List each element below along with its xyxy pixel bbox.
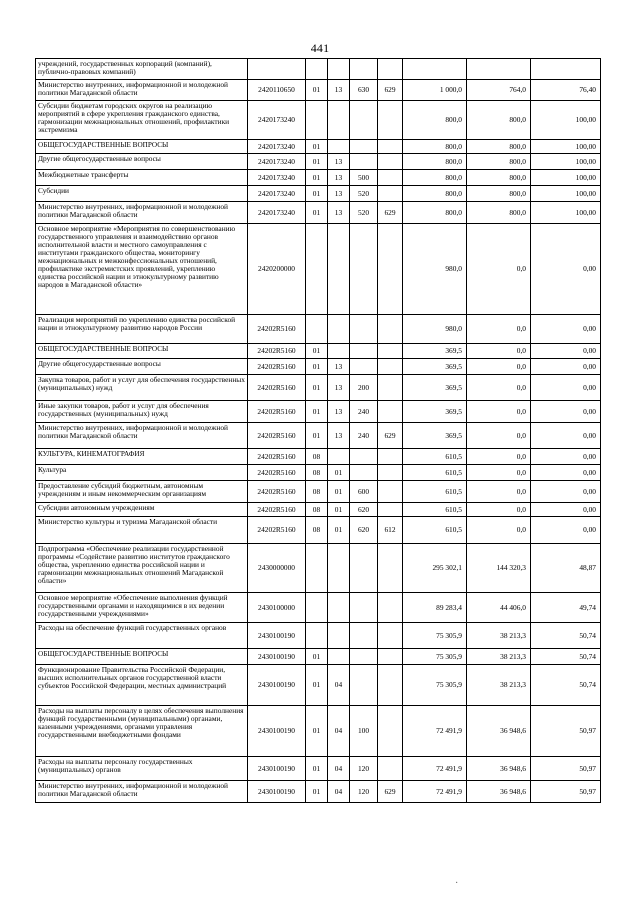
section-code-cell: 01 [306,665,328,706]
expense-name-cell: Министерство внутренних, информационной и молодежной политики Магаданской области [36,423,248,449]
section-code-cell [306,224,328,315]
section-code-cell [306,101,328,140]
subsection-code-cell: 13 [328,423,350,449]
admin-code-cell [378,503,403,517]
subsection-code-cell [328,593,350,623]
expense-name-cell: Функционирование Правительства Российской Федерации, высших исполнительных органов государственной власти субъектов Российской Федерации, местных администраций [36,665,248,706]
section-code-cell [306,544,328,593]
executed-amount-cell: 800,0 [467,202,531,224]
planned-amount-cell: 72 491,9 [403,706,467,757]
subsection-code-cell: 01 [328,517,350,544]
expense-name-cell: Расходы на выплаты персоналу в целях обеспечения выполнения функций государственными (муниципальными) органами, казенными учреждениями, органами управления государственными внебюджетными фондами [36,706,248,757]
expense-name-cell: Основное мероприятие «Мероприятия по совершенствованию государственного управления и взаимодействию органов исполнительной власти и местного самоуправления с институтами гражданского общества, мониторингу межнациональных и межконфессиональных отношений, профилактике экстремистских проявлений, укреплению единства российской нации и этнокультурному развитию народов в Магаданской области» [36,224,248,315]
expense-name-cell: Иные закупки товаров, работ и услуг для обеспечения государственных (муниципальных) нужд [36,401,248,423]
table-row [36,781,601,803]
table-row [36,154,601,170]
admin-code-cell: 629 [378,423,403,449]
table-row [36,481,601,503]
subsection-code-cell [328,449,350,465]
expense-type-code-cell: 240 [350,423,378,449]
executed-amount-cell: 0,0 [467,423,531,449]
target-article-code-cell: 24202R5160 [248,359,306,375]
subsection-code-cell [328,101,350,140]
target-article-code-cell: 24202R5160 [248,344,306,359]
planned-amount-cell: 800,0 [403,140,467,154]
expense-name-cell: Реализация мероприятий по укреплению единства российской нации и этнокультурному развитию народов России [36,315,248,344]
executed-amount-cell: 800,0 [467,154,531,170]
expense-name-cell: Другие общегосударственные вопросы [36,359,248,375]
execution-percent-cell [531,59,601,80]
execution-percent-cell: 76,40 [531,80,601,101]
expense-name-cell: Министерство внутренних, информационной и молодежной политики Магаданской области [36,80,248,101]
target-article-code-cell: 24202R5160 [248,481,306,503]
expense-name-cell: Культура [36,465,248,481]
target-article-code-cell: 2420173240 [248,186,306,202]
executed-amount-cell: 38 213,3 [467,649,531,665]
execution-percent-cell: 100,00 [531,170,601,186]
executed-amount-cell: 0,0 [467,344,531,359]
target-article-code-cell: 2430100000 [248,593,306,623]
subsection-code-cell: 04 [328,781,350,803]
table-row [36,186,601,202]
target-article-code-cell [248,59,306,80]
planned-amount-cell: 800,0 [403,170,467,186]
execution-percent-cell: 48,87 [531,544,601,593]
execution-percent-cell: 100,00 [531,186,601,202]
expense-name-cell: Закупка товаров, работ и услуг для обеспечения государственных (муниципальных) нужд [36,375,248,401]
section-code-cell [306,623,328,649]
admin-code-cell [378,154,403,170]
section-code-cell: 01 [306,401,328,423]
expense-type-code-cell [350,315,378,344]
executed-amount-cell: 44 406,0 [467,593,531,623]
executed-amount-cell: 38 213,3 [467,665,531,706]
expense-name-cell: Субсидии автономным учреждениям [36,503,248,517]
executed-amount-cell: 36 948,6 [467,757,531,781]
subsection-code-cell: 04 [328,706,350,757]
executed-amount-cell: 800,0 [467,186,531,202]
planned-amount-cell: 72 491,9 [403,781,467,803]
expense-type-code-cell [350,544,378,593]
execution-percent-cell: 0,00 [531,503,601,517]
admin-code-cell: 629 [378,202,403,224]
table-row [36,423,601,449]
table-row [36,649,601,665]
expense-name-cell: ОБЩЕГОСУДАРСТВЕННЫЕ ВОПРОСЫ [36,140,248,154]
expense-name-cell: Другие общегосударственные вопросы [36,154,248,170]
target-article-code-cell: 2420173240 [248,202,306,224]
expense-type-code-cell [350,649,378,665]
subsection-code-cell [328,544,350,593]
planned-amount-cell: 369,5 [403,359,467,375]
target-article-code-cell: 2420110650 [248,80,306,101]
expense-type-code-cell: 630 [350,80,378,101]
target-article-code-cell: 2430100190 [248,781,306,803]
executed-amount-cell: 0,0 [467,401,531,423]
planned-amount-cell: 75 305,9 [403,623,467,649]
subsection-code-cell: 04 [328,757,350,781]
subsection-code-cell [328,224,350,315]
footer-mark: · [455,878,459,889]
table-row [36,665,601,706]
target-article-code-cell: 24202R5160 [248,375,306,401]
section-code-cell: 01 [306,186,328,202]
table-row [36,375,601,401]
admin-code-cell [378,375,403,401]
execution-percent-cell: 100,00 [531,140,601,154]
execution-percent-cell: 0,00 [531,224,601,315]
executed-amount-cell: 0,0 [467,503,531,517]
table-row [36,449,601,465]
execution-percent-cell: 50,97 [531,757,601,781]
admin-code-cell [378,401,403,423]
subsection-code-cell: 13 [328,359,350,375]
target-article-code-cell: 2430100190 [248,757,306,781]
executed-amount-cell: 38 213,3 [467,623,531,649]
subsection-code-cell: 13 [328,80,350,101]
execution-percent-cell: 50,97 [531,706,601,757]
execution-percent-cell: 50,74 [531,665,601,706]
execution-percent-cell: 49,74 [531,593,601,623]
admin-code-cell [378,224,403,315]
admin-code-cell [378,593,403,623]
page-number: 441 [310,41,330,55]
planned-amount-cell: 75 305,9 [403,649,467,665]
table-row [36,623,601,649]
section-code-cell: 01 [306,140,328,154]
target-article-code-cell: 24202R5160 [248,517,306,544]
expense-name-cell: Основное мероприятие «Обеспечение выполнения функций государственными органами и находящимися в их ведении государственными учреждениями» [36,593,248,623]
admin-code-cell: 629 [378,80,403,101]
executed-amount-cell: 0,0 [467,465,531,481]
execution-percent-cell: 100,00 [531,154,601,170]
executed-amount-cell: 0,0 [467,481,531,503]
planned-amount-cell: 800,0 [403,101,467,140]
subsection-code-cell: 01 [328,481,350,503]
expense-name-cell: Министерство внутренних, информационной и молодежной политики Магаданской области [36,781,248,803]
expense-name-cell: ОБЩЕГОСУДАРСТВЕННЫЕ ВОПРОСЫ [36,649,248,665]
expense-type-code-cell [350,101,378,140]
planned-amount-cell: 800,0 [403,186,467,202]
expense-name-cell: Расходы на выплаты персоналу государственных (муниципальных) органов [36,757,248,781]
section-code-cell: 01 [306,423,328,449]
expense-type-code-cell [350,224,378,315]
table-row [36,344,601,359]
table-row [36,170,601,186]
admin-code-cell [378,101,403,140]
executed-amount-cell: 0,0 [467,375,531,401]
expense-type-code-cell [350,665,378,706]
table-row [36,202,601,224]
section-code-cell: 08 [306,517,328,544]
planned-amount-cell: 800,0 [403,202,467,224]
expense-type-code-cell: 500 [350,170,378,186]
executed-amount-cell: 36 948,6 [467,781,531,803]
execution-percent-cell: 50,74 [531,649,601,665]
expense-name-cell: Межбюджетные трансферты [36,170,248,186]
execution-percent-cell: 0,00 [531,465,601,481]
section-code-cell: 01 [306,170,328,186]
table-row [36,359,601,375]
section-code-cell: 01 [306,359,328,375]
execution-percent-cell: 0,00 [531,375,601,401]
target-article-code-cell: 2430100190 [248,623,306,649]
expense-type-code-cell: 600 [350,481,378,503]
expense-type-code-cell [350,465,378,481]
subsection-code-cell [328,649,350,665]
table-row [36,59,601,80]
expense-type-code-cell [350,359,378,375]
expense-type-code-cell: 520 [350,202,378,224]
target-article-code-cell: 24202R5160 [248,449,306,465]
section-code-cell [306,593,328,623]
target-article-code-cell: 2420200000 [248,224,306,315]
target-article-code-cell: 2420173240 [248,101,306,140]
expense-type-code-cell [350,154,378,170]
target-article-code-cell: 2430100190 [248,665,306,706]
planned-amount-cell: 980,0 [403,224,467,315]
target-article-code-cell: 24202R5160 [248,401,306,423]
section-code-cell: 01 [306,757,328,781]
expense-type-code-cell [350,344,378,359]
subsection-code-cell: 13 [328,375,350,401]
admin-code-cell [378,359,403,375]
subsection-code-cell: 13 [328,154,350,170]
subsection-code-cell [328,140,350,154]
execution-percent-cell: 0,00 [531,315,601,344]
table-row [36,101,601,140]
planned-amount-cell: 369,5 [403,344,467,359]
admin-code-cell [378,465,403,481]
admin-code-cell [378,623,403,649]
section-code-cell: 01 [306,202,328,224]
table-row [36,140,601,154]
execution-percent-cell: 0,00 [531,423,601,449]
planned-amount-cell: 369,5 [403,401,467,423]
table-row [36,517,601,544]
table-row [36,401,601,423]
planned-amount-cell: 369,5 [403,423,467,449]
section-code-cell: 08 [306,481,328,503]
execution-percent-cell: 100,00 [531,202,601,224]
admin-code-cell [378,315,403,344]
section-code-cell: 08 [306,503,328,517]
subsection-code-cell: 04 [328,665,350,706]
planned-amount-cell: 610,5 [403,481,467,503]
executed-amount-cell: 144 320,3 [467,544,531,593]
expense-name-cell: Подпрограмма «Обеспечение реализации государственной программы «Содействие развитию институтов гражданского общества, укреплению единства российской нации и гармонизации межнациональных отношений Магаданской области» [36,544,248,593]
target-article-code-cell: 2420173240 [248,140,306,154]
executed-amount-cell: 0,0 [467,359,531,375]
subsection-code-cell: 13 [328,170,350,186]
target-article-code-cell: 24202R5160 [248,315,306,344]
executed-amount-cell [467,59,531,80]
planned-amount-cell [403,59,467,80]
section-code-cell: 01 [306,344,328,359]
subsection-code-cell: 01 [328,503,350,517]
expense-type-code-cell: 100 [350,706,378,757]
table-row [36,593,601,623]
expense-name-cell: Субсидии бюджетам городских округов на реализацию мероприятий в сфере укрепления гражданского единства, гармонизации межнациональных отношений, профилактики экстремизма [36,101,248,140]
expense-type-code-cell: 200 [350,375,378,401]
admin-code-cell [378,665,403,706]
subsection-code-cell [328,315,350,344]
section-code-cell: 08 [306,449,328,465]
admin-code-cell [378,649,403,665]
admin-code-cell [378,140,403,154]
expense-name-cell: ОБЩЕГОСУДАРСТВЕННЫЕ ВОПРОСЫ [36,344,248,359]
expense-type-code-cell: 620 [350,517,378,544]
planned-amount-cell: 369,5 [403,375,467,401]
subsection-code-cell [328,59,350,80]
target-article-code-cell: 2420173240 [248,154,306,170]
executed-amount-cell: 800,0 [467,170,531,186]
expense-name-cell: Министерство внутренних, информационной и молодежной политики Магаданской области [36,202,248,224]
table-row [36,80,601,101]
target-article-code-cell: 2430100190 [248,649,306,665]
executed-amount-cell: 0,0 [467,224,531,315]
expense-type-code-cell: 240 [350,401,378,423]
execution-percent-cell: 0,00 [531,481,601,503]
target-article-code-cell: 24202R5160 [248,423,306,449]
table-row [36,706,601,757]
expense-type-code-cell: 520 [350,186,378,202]
executed-amount-cell: 0,0 [467,517,531,544]
subsection-code-cell: 13 [328,186,350,202]
admin-code-cell [378,59,403,80]
section-code-cell: 01 [306,154,328,170]
table-row [36,315,601,344]
expense-type-code-cell: 120 [350,757,378,781]
planned-amount-cell: 295 302,1 [403,544,467,593]
table-row [36,224,601,315]
planned-amount-cell: 610,5 [403,465,467,481]
subsection-code-cell [328,344,350,359]
execution-percent-cell: 50,74 [531,623,601,649]
expense-type-code-cell [350,59,378,80]
section-code-cell [306,59,328,80]
executed-amount-cell: 0,0 [467,315,531,344]
expense-name-cell: Субсидии [36,186,248,202]
section-code-cell: 01 [306,649,328,665]
admin-code-cell [378,344,403,359]
execution-percent-cell: 0,00 [531,449,601,465]
expense-name-cell: Расходы на обеспечение функций государственных органов [36,623,248,649]
expense-name-cell: Министерство культуры и туризма Магаданской области [36,517,248,544]
execution-percent-cell: 100,00 [531,101,601,140]
admin-code-cell [378,481,403,503]
subsection-code-cell: 13 [328,202,350,224]
planned-amount-cell: 1 000,0 [403,80,467,101]
planned-amount-cell: 72 491,9 [403,757,467,781]
executed-amount-cell: 0,0 [467,449,531,465]
table-row [36,757,601,781]
section-code-cell: 01 [306,706,328,757]
executed-amount-cell: 36 948,6 [467,706,531,757]
subsection-code-cell [328,623,350,649]
target-article-code-cell: 24202R5160 [248,503,306,517]
admin-code-cell: 612 [378,517,403,544]
execution-percent-cell: 0,00 [531,344,601,359]
planned-amount-cell: 980,0 [403,315,467,344]
execution-percent-cell: 50,97 [531,781,601,803]
section-code-cell: 08 [306,465,328,481]
section-code-cell: 01 [306,80,328,101]
expense-type-code-cell [350,593,378,623]
section-code-cell [306,315,328,344]
expense-name-cell: КУЛЬТУРА, КИНЕМАТОГРАФИЯ [36,449,248,465]
planned-amount-cell: 75 305,9 [403,665,467,706]
expense-type-code-cell [350,449,378,465]
target-article-code-cell: 2430000000 [248,544,306,593]
admin-code-cell [378,170,403,186]
target-article-code-cell: 24202R5160 [248,465,306,481]
planned-amount-cell: 800,0 [403,154,467,170]
admin-code-cell [378,449,403,465]
expense-type-code-cell: 120 [350,781,378,803]
expense-type-code-cell [350,140,378,154]
subsection-code-cell: 01 [328,465,350,481]
admin-code-cell [378,706,403,757]
target-article-code-cell: 2430100190 [248,706,306,757]
table-row [36,503,601,517]
planned-amount-cell: 89 283,4 [403,593,467,623]
execution-percent-cell: 0,00 [531,359,601,375]
admin-code-cell: 629 [378,781,403,803]
planned-amount-cell: 610,5 [403,503,467,517]
expense-name-cell: учреждений, государственных корпораций (компаний), публично-правовых компаний) [36,59,248,80]
admin-code-cell [378,544,403,593]
execution-percent-cell: 0,00 [531,401,601,423]
target-article-code-cell: 2420173240 [248,170,306,186]
admin-code-cell [378,757,403,781]
table-row [36,465,601,481]
subsection-code-cell: 13 [328,401,350,423]
planned-amount-cell: 610,5 [403,449,467,465]
section-code-cell: 01 [306,375,328,401]
planned-amount-cell: 610,5 [403,517,467,544]
budget-table [35,58,601,803]
expense-type-code-cell: 620 [350,503,378,517]
execution-percent-cell: 0,00 [531,517,601,544]
section-code-cell: 01 [306,781,328,803]
executed-amount-cell: 800,0 [467,101,531,140]
executed-amount-cell: 764,0 [467,80,531,101]
expense-type-code-cell [350,623,378,649]
expense-name-cell: Предоставление субсидий бюджетным, автономным учреждениям и иным некоммерческим организациям [36,481,248,503]
table-row [36,544,601,593]
executed-amount-cell: 800,0 [467,140,531,154]
admin-code-cell [378,186,403,202]
